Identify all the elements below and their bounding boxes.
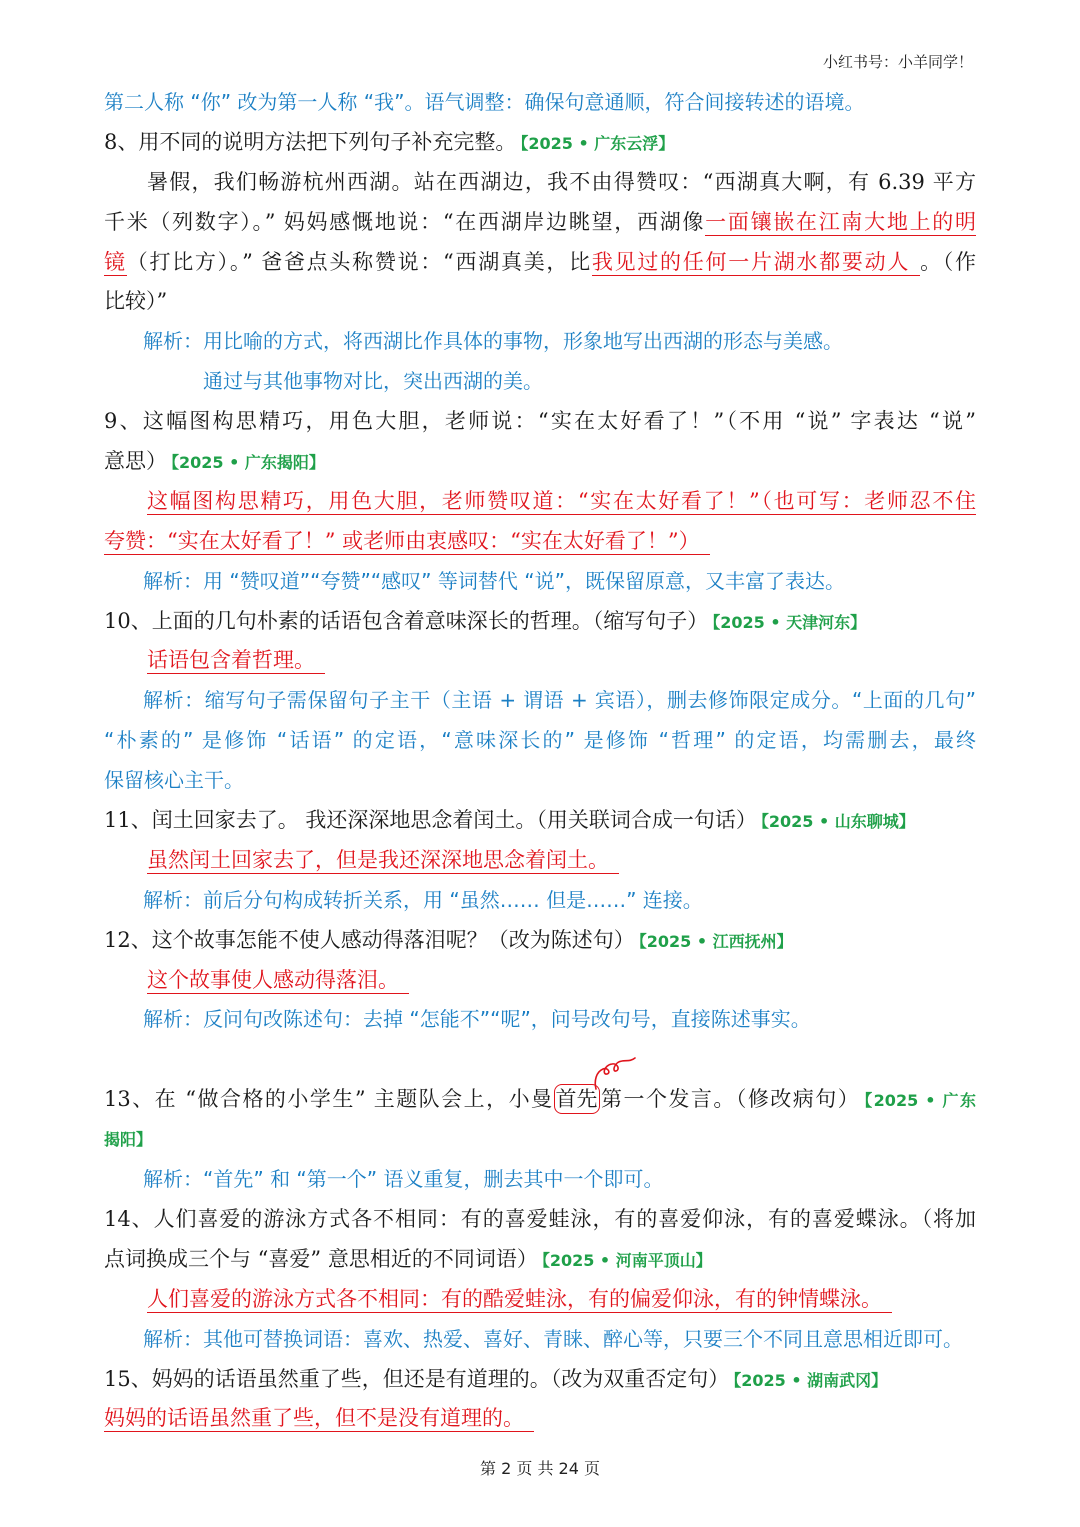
q14-answer-line [104,1280,976,1320]
q9-answer-line-1 [104,482,976,522]
q13-source-tag: 【2025 • 广东 [864,1091,976,1111]
q10-prompt-line [104,602,976,642]
q13-error-mark [554,1084,600,1114]
q12-prompt-line [104,921,976,961]
q11-answer: 虽然闰土回家去了，但是我还深深地思念着闰土。 [147,848,619,874]
q14-answer: 人们喜爱的游泳方式各不相同：有的酷爱蛙泳，有的偏爱仰泳，有的钟情蝶泳。 [147,1287,892,1313]
q13-prompt-line-2 [104,1120,976,1160]
q14-prompt-line-2 [104,1240,976,1280]
q9-prompt-line-1: 9、这幅图构思精巧，用色大胆，老师说：“实在太好看了！”（不用 “说” 字表达 “说” [104,409,976,434]
q15-answer-line [104,1399,976,1439]
q9-analysis: 解析：用 “赞叹道”“夸赞”“感叹” 等词替代 “说”，既保留原意，又丰富了表达。 [143,568,845,593]
q8-passage-line-2 [104,203,976,243]
q9-prompt-line-2 [104,442,976,482]
deletion-mark-icon [593,1054,637,1090]
q13-prompt: 第一个发言。（修改病句） [599,1087,861,1112]
q10-analysis-3: 保留核心主干。 [104,768,244,793]
q8-source-tag: 【2025 • 广东云浮】 [520,133,675,153]
q10-answer: 话语包含着哲理。 [147,648,325,674]
q10-analysis-2: “朴素的” 是修饰 “话语” 的定语，“意味深长的” 是修饰 “哲理” 的定语，均需删去，最终 [104,728,976,753]
q15-source-tag: 【2025 • 湖南武冈】 [733,1370,888,1390]
q8-passage-text: 。（作 [920,249,976,274]
q8-passage-line-4: 比较）” [104,289,168,314]
q9-prompt: 意思） [104,449,167,474]
q8-analysis-2: 通过与其他事物对比，突出西湖的美。 [203,369,543,394]
worksheet-content [104,83,976,1443]
q13-source-tag: 揭阳】 [104,1130,153,1150]
q14-source-tag: 【2025 • 河南平顶山】 [541,1250,712,1270]
q8-passage-text: 千米（列数字）。” 妈妈感慨地说：“在西湖岸边眺望，西湖像 [104,209,706,234]
q13-analysis: 解析：“首先” 和 “第一个” 语义重复，删去其中一个即可。 [143,1167,664,1192]
q11-analysis: 解析：前后分句构成转折关系，用 “虽然…… 但是……” 连接。 [143,887,703,912]
q11-prompt: 11、闰土回家去了。 我还深深地思念着闰土。（用关联词合成一句话） [104,808,757,833]
q15-answer: 妈妈的话语虽然重了些，但不是没有道理的。 [104,1406,534,1432]
q8-prompt-line [104,123,976,163]
q8-passage-line-3 [104,243,976,283]
q14-analysis: 解析：其他可替换词语：喜欢、热爱、喜好、青睐、醉心等，只要三个不同且意思相近即可。 [143,1326,963,1351]
q12-answer: 这个故事使人感动得落泪。 [147,968,409,994]
q14-prompt: 点词换成三个与 “喜爱” 意思相近的不同词语） [104,1246,538,1271]
q8-passage-text: （打比方）。” 爸爸点头称赞说：“西湖真美，比 [126,249,592,274]
page-number: 第 2 页 共 24 页 [480,1459,600,1478]
q9-answer: 夸赞：“实在太好看了！” 或老师由衷感叹：“实在太好看了！”） [104,529,710,555]
q8-prompt: 8、用不同的说明方法把下列句子补充完整。 [104,129,517,154]
q11-prompt-line [104,801,976,841]
q10-analysis-1: 解析：缩写句子需保留句子主干（主语 + 谓语 + 宾语），删去修饰限定成分。“上面的几句” [143,688,976,713]
q10-source-tag: 【2025 • 天津河东】 [712,612,867,632]
account-watermark: 小红书号：小羊同学！ [822,53,973,71]
q8-answer-comparison: 我见过的任何一片湖水都要动人 [592,250,920,276]
q13-marked-words: 首先 [555,1087,598,1112]
q13-prompt-line-1 [104,1080,976,1120]
q15-prompt: 15、妈妈的话语虽然重了些，但还是有道理的。（改为双重否定句） [104,1366,730,1391]
q9-answer-line-2 [104,522,976,562]
q9-source-tag: 【2025 • 广东揭阳】 [171,453,325,473]
q13-prompt: 13、在 “做合格的小学生” 主题队会上，小曼 [104,1087,554,1112]
q9-answer: 这幅图构思精巧，用色大胆，老师赞叹道：“实在太好看了！”（也可写：老师忍不住 [147,488,976,513]
q8-answer-simile-part1: 一面镶嵌在江南大地上的明 [705,209,976,234]
q14-prompt-line-1: 14、人们喜爱的游泳方式各不相同：有的喜爱蛙泳，有的喜爱仰泳，有的喜爱蝶泳。（将加 [104,1206,976,1231]
q12-source-tag: 【2025 • 江西抚州】 [638,931,793,951]
q8-passage-line-1: 暑假，我们畅游杭州西湖。站在西湖边，我不由得赞叹：“西湖真大啊，有 6.39 平方 [147,169,976,194]
q8-analysis-1: 解析：用比喻的方式，将西湖比作具体的事物，形象地写出西湖的形态与美感。 [143,329,843,354]
q12-analysis: 解析：反问句改陈述句：去掉 “怎能不”“呢”，问号改句号，直接陈述事实。 [143,1007,811,1032]
q10-answer-line [104,641,976,681]
q10-prompt: 10、上面的几句朴素的话语包含着意味深长的哲理。（缩写句子） [104,608,709,633]
q12-prompt: 12、这个故事怎能不使人感动得落泪呢？（改为陈述句） [104,927,635,952]
blank-spacer [104,1040,976,1080]
q15-prompt-line [104,1360,976,1400]
q11-answer-line [104,841,976,881]
q12-answer-line [104,961,976,1001]
intro-note: 第二人称 “你” 改为第一人称 “我”。语气调整：确保句意通顺，符合间接转述的语境。 [104,90,865,114]
q8-answer-simile-part2: 镜 [104,249,127,274]
q11-source-tag: 【2025 • 山东聊城】 [760,812,915,832]
